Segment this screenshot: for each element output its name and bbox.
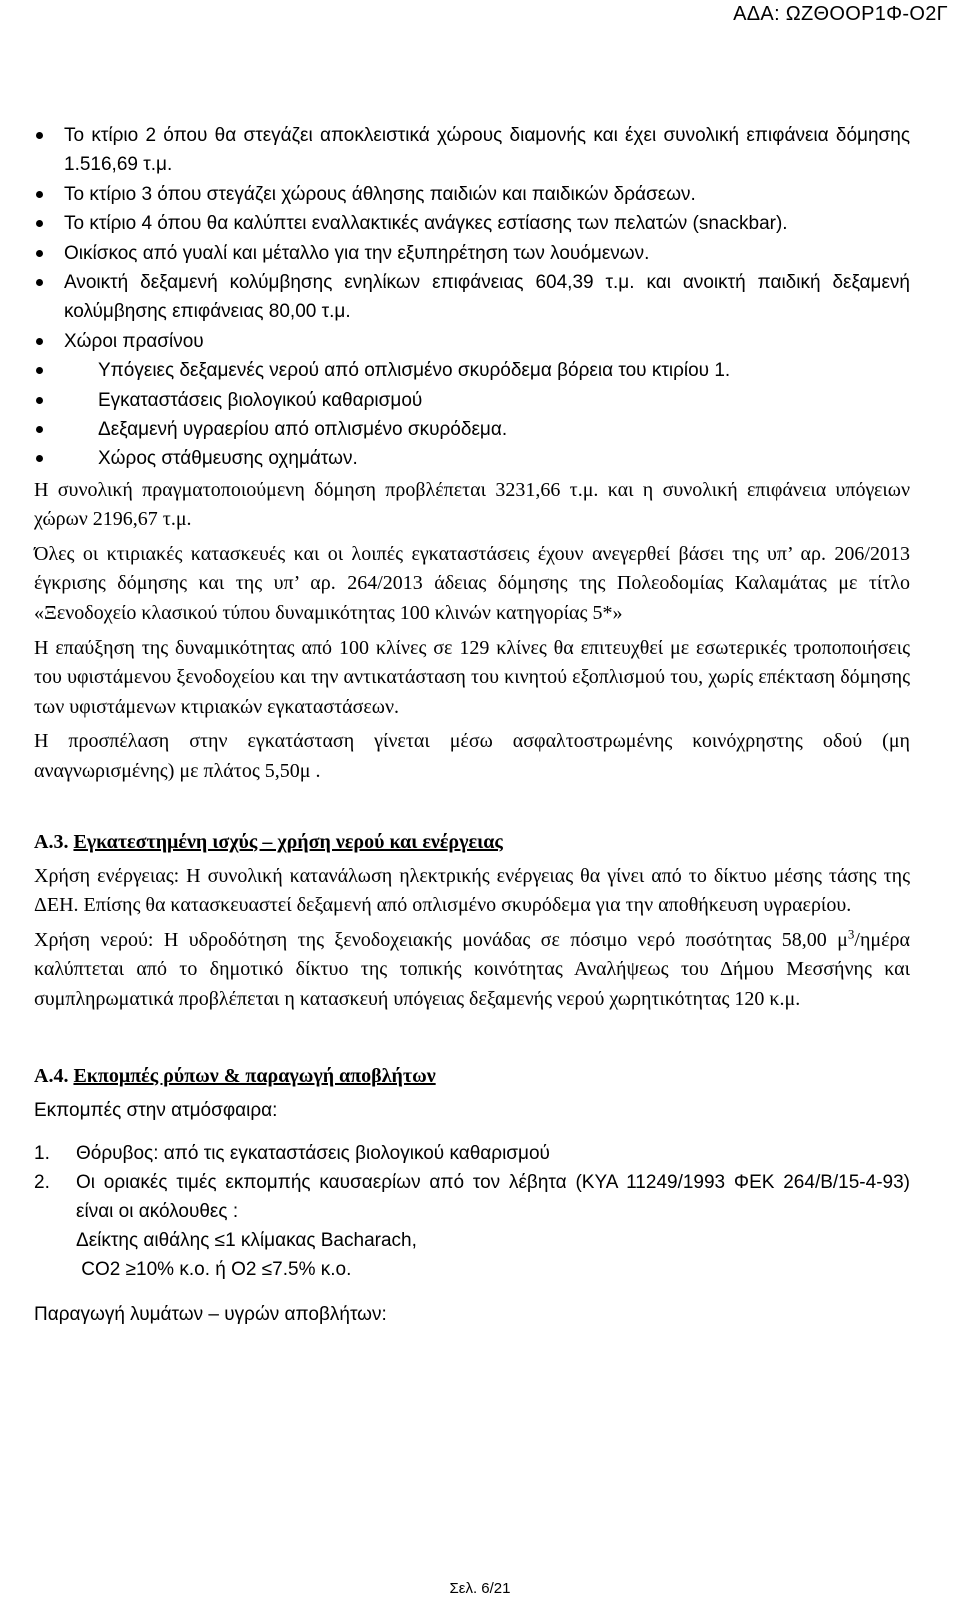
bullet-item: Το κτίριο 3 όπου στεγάζει χώρους άθλησης παιδιών και παιδικών δράσεων. [34,180,910,209]
section-a4-number: Α.4. [34,1064,69,1087]
section-a4-title: Εκπομπές ρύπων & παραγωγή αποβλήτων [73,1064,436,1087]
paragraph-permits: Όλες οι κτιριακές κατασκευές και οι λοιπές εγκαταστάσεις έχουν ανεγερθεί βάσει της υπ’ αρ. 206/2013 έγκρισης δόμησης και της υπ’ αρ. 264/2013 άδειας δόμησης της Πολεοδομίας Καλαμάτας με τίτλο «Ξενοδοχείο κλασικού τύπου δυναμικότητας 100 κλινών κατηγορίας 5*» [34,542,910,624]
paragraph-access: Η προσπέλαση στην εγκατάσταση γίνεται μέσω ασφαλτοστρωμένης κοινόχρηστης οδού (μη αναγνωρισμένης) με πλάτος 5,50μ . [34,730,910,782]
section-a4-heading [34,1062,910,1091]
bullet-item: Το κτίριο 2 όπου θα στεγάζει αποκλειστικά χώρους διαμονής και έχει συνολική επιφάνεια δόμησης 1.516,69 τ.μ. [34,121,910,180]
numbered-item: 1. Θόρυβος: από τις εγκαταστάσεις βιολογικού καθαρισμού [34,1142,550,1164]
bullet-item: Χώροι πρασίνου [34,327,910,356]
bullet-list [34,121,910,474]
section-a3-number: Α.3. [34,830,69,853]
sub-bullet-item: Εγκαταστάσεις βιολογικού καθαρισμού [34,386,910,415]
section-a3-heading [34,828,910,857]
ada-code: ΑΔΑ: ΩΖΘΟΟΡ1Φ-Ο2Γ [733,3,948,25]
bullet-item: Ανοικτή δεξαμενή κολύμβησης ενηλίκων επιφάνειας 604,39 τ.μ. και ανοικτή παιδική δεξαμενή κολύμβησης επιφάνειας 80,00 τ.μ. [34,268,910,327]
paragraph-energy: Χρήση ενέργειας: Η συνολική κατανάλωση ηλεκτρικής ενέργειας θα γίνει από το δίκτυο μέσης τάσης της ΔΕΗ. Επίσης θα κατασκευαστεί δεξαμενή από οπλισμένο σκυρόδεμα για την αποθήκευση υγραερίου. [34,864,910,917]
sub-bullet-item: Υπόγειες δεξαμενές νερού από οπλισμένο σκυρόδεμα βόρεια του κτιρίου 1. [34,356,910,385]
numbered-item: 2. Οι οριακές τιμές εκπομπής καυσαερίων από τον λέβητα (ΚΥΑ 11249/1993 ΦΕΚ 264/Β/15-4-93) είναι οι ακόλουθες : Δείκτης αιθάλης ≤1 κλίμακας Bacharach, CO2 ≥10% κ.ο. ή O2 ≤7.5% κ.ο. [34,1171,910,1280]
paragraph-total-building: Η συνολική πραγματοποιούμενη δόμηση προβλέπεται 3231,66 τ.μ. και η συνολική επιφάνεια υπόγειων χώρων 2196,67 τ.μ. [34,478,910,531]
section-a3-title: Εγκατεστημένη ισχύς – χρήση νερού και ενέργειας [73,830,503,853]
paragraph-water: Χρήση νερού: Η υδροδότηση της ξενοδοχειακής μονάδας σε πόσιμο νερό ποσότητας 58,00 $\mu^3$/ημέρα καλύπτεται από το δημοτικό δίκτυο της τοπικής κοινότητας Αναλήψεως του Δήμου Μεσσήνης και συμπληρωματικά προβλέπεται η κατασκευή υπόγειας δεξαμενής νερού χωρητικότητας 120 κ.μ. [34,926,910,1010]
sub-bullet-item: Δεξαμενή υγραερίου από οπλισμένο σκυρόδεμα. [34,415,910,444]
bullet-item: Οικίσκος από γυαλί και μέταλλο για την εξυπηρέτηση των λουόμενων. [34,239,910,268]
paragraph-capacity: Η επαύξηση της δυναμικότητας από 100 κλίνες σε 129 κλίνες θα επιτευχθεί με εσωτερικές τροποποιήσεις του υφιστάμενου ξενοδοχείου και την αντικατάσταση του κινητού εξοπλισμού του, χωρίς επέκταση δόμησης των υφιστάμενων κτιριακών εγκαταστάσεων. [34,636,910,718]
document-body [34,121,910,1329]
page-number: Σελ. 6/21 [449,1580,511,1597]
waste-heading: Παραγωγή λυμάτων – υγρών αποβλήτων: [34,1303,387,1325]
emissions-intro: Εκπομπές στην ατμόσφαιρα: [34,1099,278,1121]
bullet-item: Το κτίριο 4 όπου θα καλύπτει εναλλακτικές ανάγκες εστίασης των πελατών (snackbar). [34,209,910,238]
sub-bullet-item: Χώρος στάθμευσης οχημάτων. [34,444,910,473]
